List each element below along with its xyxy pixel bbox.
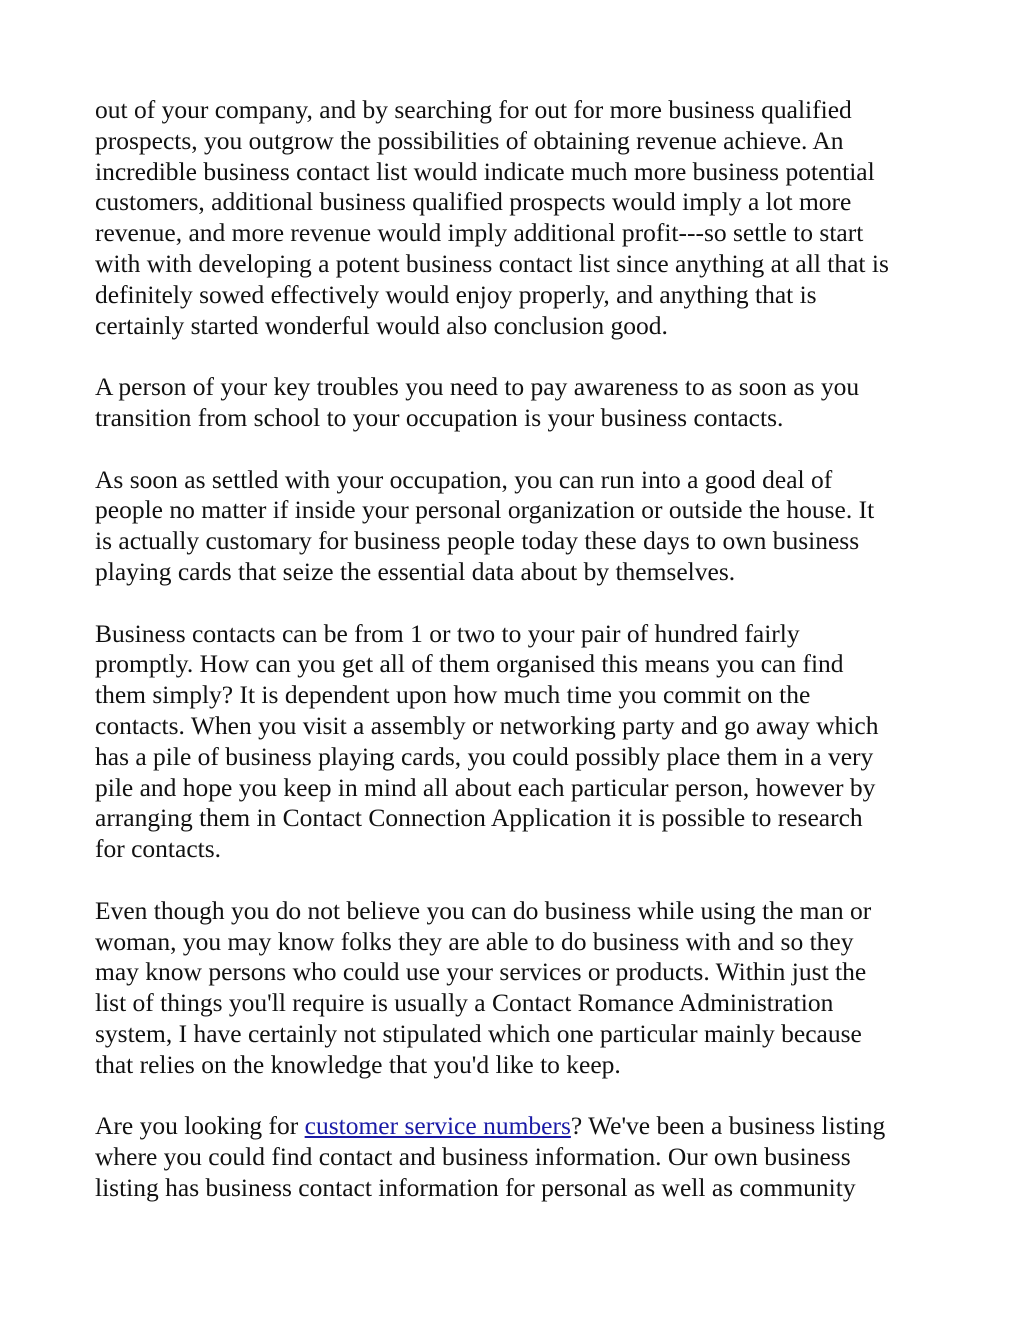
text-line: A person of your key troubles you need to pay awareness to as soon as you (95, 372, 860, 402)
text-line: is actually customary for business people today these days to own business (95, 526, 860, 556)
text-line: for contacts. (95, 834, 222, 864)
text-line: woman, you may know folks they are able to do business with and so they (95, 926, 854, 956)
text-line: out of your company, and by searching for out for more business qualified (95, 95, 852, 124)
text-line: them simply? It is dependent upon how much time you commit on the (95, 680, 811, 710)
text-after-link: ? We've been a business listing (570, 1111, 886, 1141)
paragraph (95, 465, 945, 588)
text-before-link: Are you looking for (95, 1111, 305, 1141)
text-line: has a pile of business playing cards, you could possibly place them in a very (95, 741, 874, 771)
text-line: prospects, you outgrow the possibilities of obtaining revenue achieve. An (95, 125, 844, 155)
text-line: that relies on the knowledge that you'd like to keep. (95, 1049, 621, 1079)
customer-service-numbers-link[interactable]: customer service numbers (304, 1111, 571, 1141)
paragraph-with-link (95, 1111, 945, 1203)
text-line: contacts. When you visit a assembly or networking party and go away which (95, 710, 879, 740)
paragraph (95, 619, 945, 865)
text-line: list of things you'll require is usually a Contact Romance Administration (95, 988, 834, 1018)
text-line: definitely sowed effectively would enjoy properly, and anything that is (95, 279, 817, 309)
text-line: playing cards that seize the essential data about by themselves. (95, 556, 736, 586)
text-line: Even though you do not believe you can do business while using the man or (95, 895, 872, 925)
text-line: pile and hope you keep in mind all about each particular person, however by (95, 772, 876, 802)
text-line: system, I have certainly not stipulated which one particular mainly because (95, 1018, 862, 1048)
text-line: may know persons who could use your services or products. Within just the (95, 957, 867, 987)
document-body (95, 95, 945, 1234)
text-line: customers, additional business qualified prospects would imply a lot more (95, 187, 852, 217)
text-line: As soon as settled with your occupation, you can run into a good deal of (95, 464, 833, 494)
text-line: incredible business contact list would indicate much more business potential (95, 156, 875, 186)
text-line: with with developing a potent business contact list since anything at all that is (95, 248, 889, 278)
paragraph (95, 372, 945, 434)
text-line: Business contacts can be from 1 or two to your pair of hundred fairly (95, 618, 800, 648)
text-line: listing has business contact information for personal as well as community (95, 1172, 856, 1202)
text-line (95, 1111, 945, 1142)
text-line: revenue, and more revenue would imply additional profit---so settle to start (95, 218, 864, 248)
paragraph (95, 95, 945, 341)
text-line: promptly. How can you get all of them organised this means you can find (95, 649, 844, 679)
text-line: transition from school to your occupation is your business contacts. (95, 402, 784, 432)
text-line: arranging them in Contact Connection Application it is possible to research (95, 803, 863, 833)
paragraph (95, 896, 945, 1081)
text-line: where you could find contact and business information. Our own business (95, 1142, 851, 1172)
text-line: people no matter if inside your personal organization or outside the house. It (95, 495, 875, 525)
text-line: certainly started wonderful would also conclusion good. (95, 310, 668, 340)
